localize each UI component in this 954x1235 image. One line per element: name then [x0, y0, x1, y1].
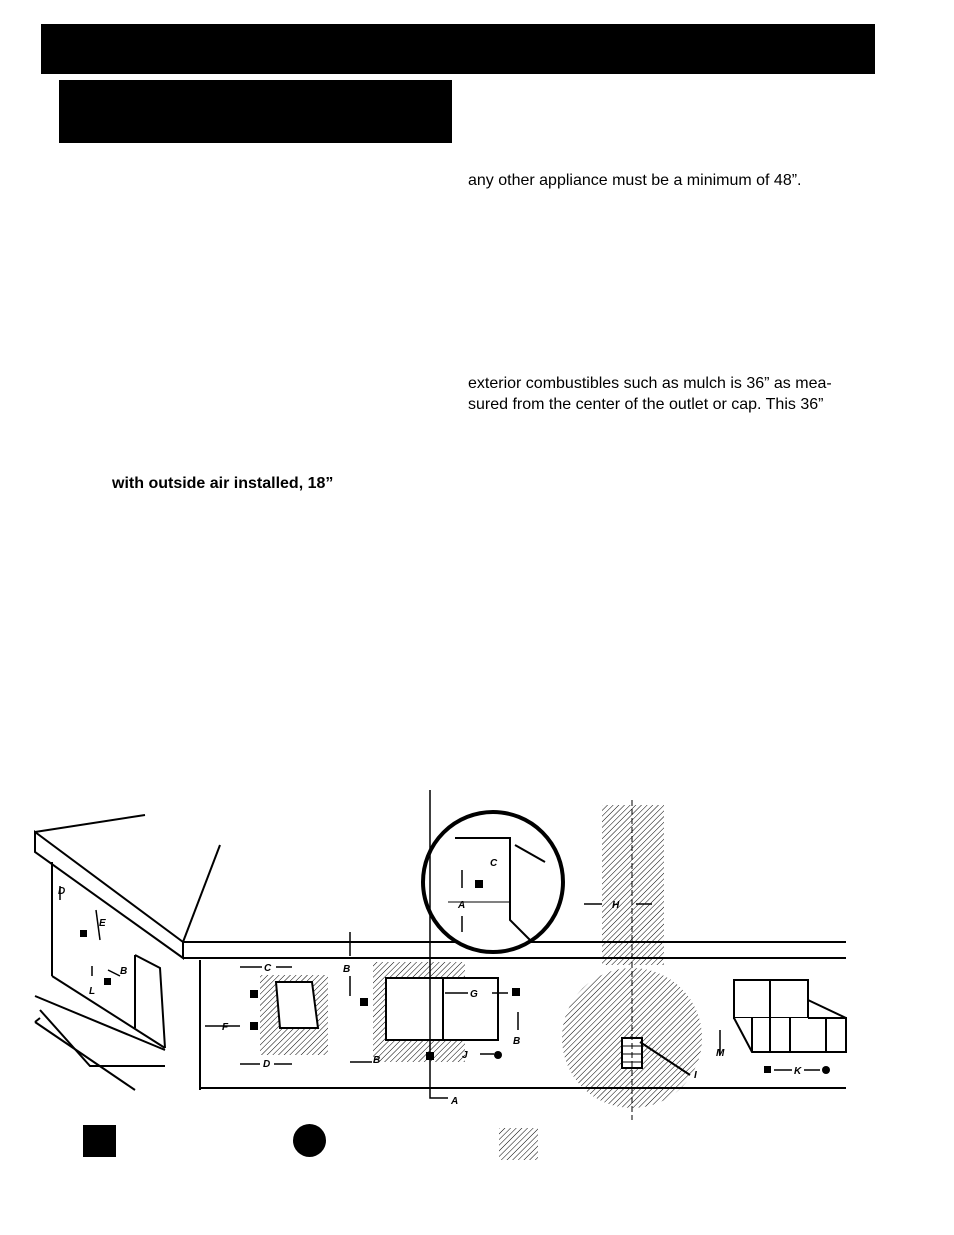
label-d: D	[263, 1059, 271, 1070]
section-title-bar	[59, 80, 452, 143]
door-hood	[276, 982, 318, 1028]
window-opening	[386, 978, 498, 1040]
label-i: I	[694, 1070, 697, 1081]
label-l: L	[89, 986, 96, 997]
label-a-inset: A	[458, 900, 466, 911]
label-k: K	[794, 1066, 802, 1077]
label-b-right: B	[513, 1036, 521, 1047]
label-d-left: D	[58, 886, 66, 897]
label-j: J	[462, 1050, 468, 1061]
label-c-inset: C	[490, 858, 498, 869]
deck-structure	[734, 980, 846, 1052]
label-h: H	[612, 900, 620, 911]
terminal-square-icon	[83, 1125, 116, 1157]
inset-detail	[423, 812, 563, 952]
label-b-bottom: B	[373, 1055, 381, 1066]
label-f: F	[222, 1022, 229, 1033]
label-c: C	[264, 963, 272, 974]
hatched-zone-icon	[499, 1128, 538, 1160]
label-b-top: B	[343, 964, 351, 975]
label-a: A	[451, 1096, 459, 1107]
header-bar	[41, 24, 875, 74]
text-mulch-clearance-2: sured from the center of the outlet or cap. This 36”	[468, 396, 824, 413]
text-mulch-clearance-1: exterior combustibles such as mulch is 36” as mea-	[468, 375, 832, 392]
label-b-left: B	[120, 966, 128, 977]
terminal-circle-icon	[293, 1124, 326, 1157]
text-appliance-clearance: any other appliance must be a minimum of 48”.	[468, 172, 802, 189]
vent-clearance-diagram	[0, 790, 954, 1130]
text-outside-air: with outside air installed, 18”	[112, 475, 334, 492]
label-m: M	[716, 1048, 725, 1059]
label-e: E	[99, 918, 106, 929]
label-g: G	[470, 989, 478, 1000]
